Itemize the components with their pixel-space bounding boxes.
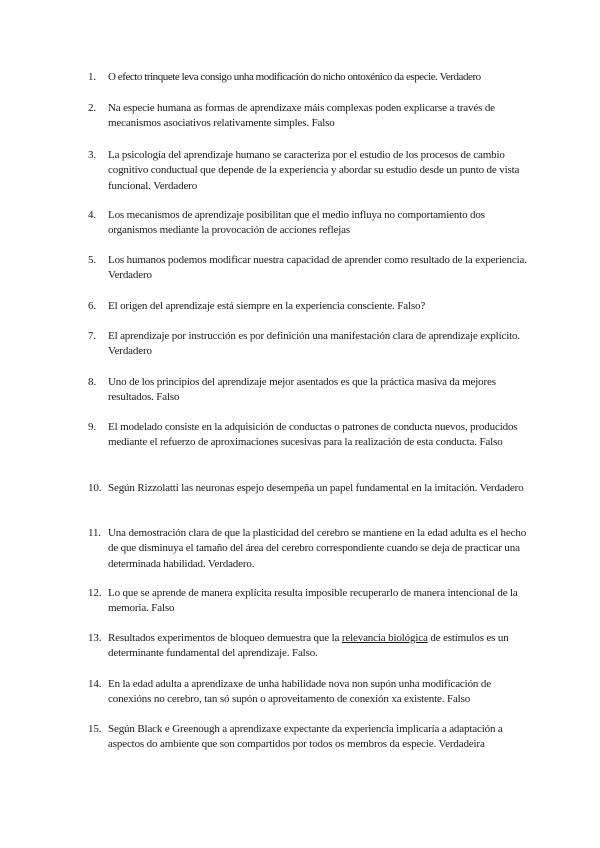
item-number: 6. <box>88 300 96 312</box>
list-item-7 <box>88 329 528 360</box>
item-number: 10. <box>88 482 102 494</box>
list-item-4 <box>88 208 528 239</box>
item-number: 2. <box>88 102 96 114</box>
item-text-before: Resultados experimentos de bloqueo demuestra que la <box>108 632 342 644</box>
list-item-3 <box>88 148 528 194</box>
list-item-2 <box>88 101 528 132</box>
item-text: Uno de los principios del aprendizaje mejor asentados es que la práctica masiva da mejores resultados. Falso <box>108 376 496 404</box>
list-item-13 <box>88 631 528 662</box>
item-text: O efecto trinquete leva consigo unha modificación do nicho ontoxénico da especie. Verdadero <box>108 71 481 83</box>
item-text: Lo que se aprende de manera explícita resulta imposible recuperarlo de manera intencional de la memoria. Falso <box>108 587 518 615</box>
list-item-10 <box>88 481 528 496</box>
item-number: 11. <box>88 527 101 539</box>
item-number: 14. <box>88 678 102 690</box>
item-number: 13. <box>88 632 102 644</box>
item-text: Una demostración clara de que la plasticidad del cerebro se mantiene en la edad adulta es el hecho de que disminuya el tamaño del área del cerebro correspondiente cuando se deja de practicar una determinada habilidad. Verdadero. <box>108 527 527 570</box>
item-text: La psicología del aprendizaje humano se caracteriza por el estudio de los procesos de cambio cognitivo conductual que depende de la experiencia y abordar su estudio desde un punto de vista funcional. Verdadero <box>108 149 520 192</box>
list-item-5 <box>88 253 528 284</box>
item-text: El modelado consiste en la adquisición de conductas o patrones de conducta nuevos, producidos mediante el refuerzo de aproximaciones sucesivas para la realización de esta conducta. Falso <box>108 421 518 449</box>
item-text: El origen del aprendizaje está siempre en la experiencia consciente. Falso? <box>108 300 426 312</box>
list-item-11 <box>88 526 528 572</box>
item-number: 1. <box>88 71 96 83</box>
list-item-12 <box>88 586 528 617</box>
item-text: Los humanos podemos modificar nuestra capacidad de aprender como resultado de la experiencia. Verdadero <box>108 254 527 282</box>
underlined-term: relevancia biológica <box>341 632 428 644</box>
item-text: En la edad adulta a aprendizaxe de unha habilidade nova non supón unha modificación de conexións no cerebro, tan só supón o aproveitamento de conexión xa existente. Falso <box>108 678 491 706</box>
item-number: 3. <box>88 149 96 161</box>
item-text-after: de estímulos es un determinante fundamental del aprendizaje. Falso. <box>108 632 509 660</box>
item-number: 4. <box>88 209 96 221</box>
item-number: 9. <box>88 421 96 433</box>
list-item-15 <box>88 722 528 753</box>
list-item-8 <box>88 375 528 406</box>
item-text <box>108 631 528 662</box>
item-number: 8. <box>88 376 96 388</box>
item-text: Los mecanismos de aprendizaje posibilitan que el medio influya no comportamiento dos organismos mediante la provocación de acciones reflejas <box>108 209 485 237</box>
list-item-9 <box>88 420 528 451</box>
item-number: 12. <box>88 587 102 599</box>
item-number: 7. <box>88 330 96 342</box>
item-number: 5. <box>88 254 96 266</box>
item-text: Según Black e Greenough a aprendizaxe expectante da experiencia implicaría a adaptación a aspectos do ambiente que son compartidos por todos os membros da especie. Verdadeira <box>108 723 503 751</box>
item-text: Na especie humana as formas de aprendizaxe máis complexas poden explicarse a través de mecanismos asociativos relativamente simples. Falso <box>108 102 495 130</box>
list-item-14 <box>88 677 528 708</box>
list-item-6 <box>88 299 528 314</box>
list-item-1 <box>88 70 528 85</box>
item-text: El aprendizaje por instrucción es por definición una manifestación clara de aprendizaje explícito. Verdadero <box>108 330 520 358</box>
item-text: Según Rizzolatti las neuronas espejo desempeña un papel fundamental en la imitación. Verdadero <box>108 482 524 494</box>
item-number: 15. <box>88 723 102 735</box>
